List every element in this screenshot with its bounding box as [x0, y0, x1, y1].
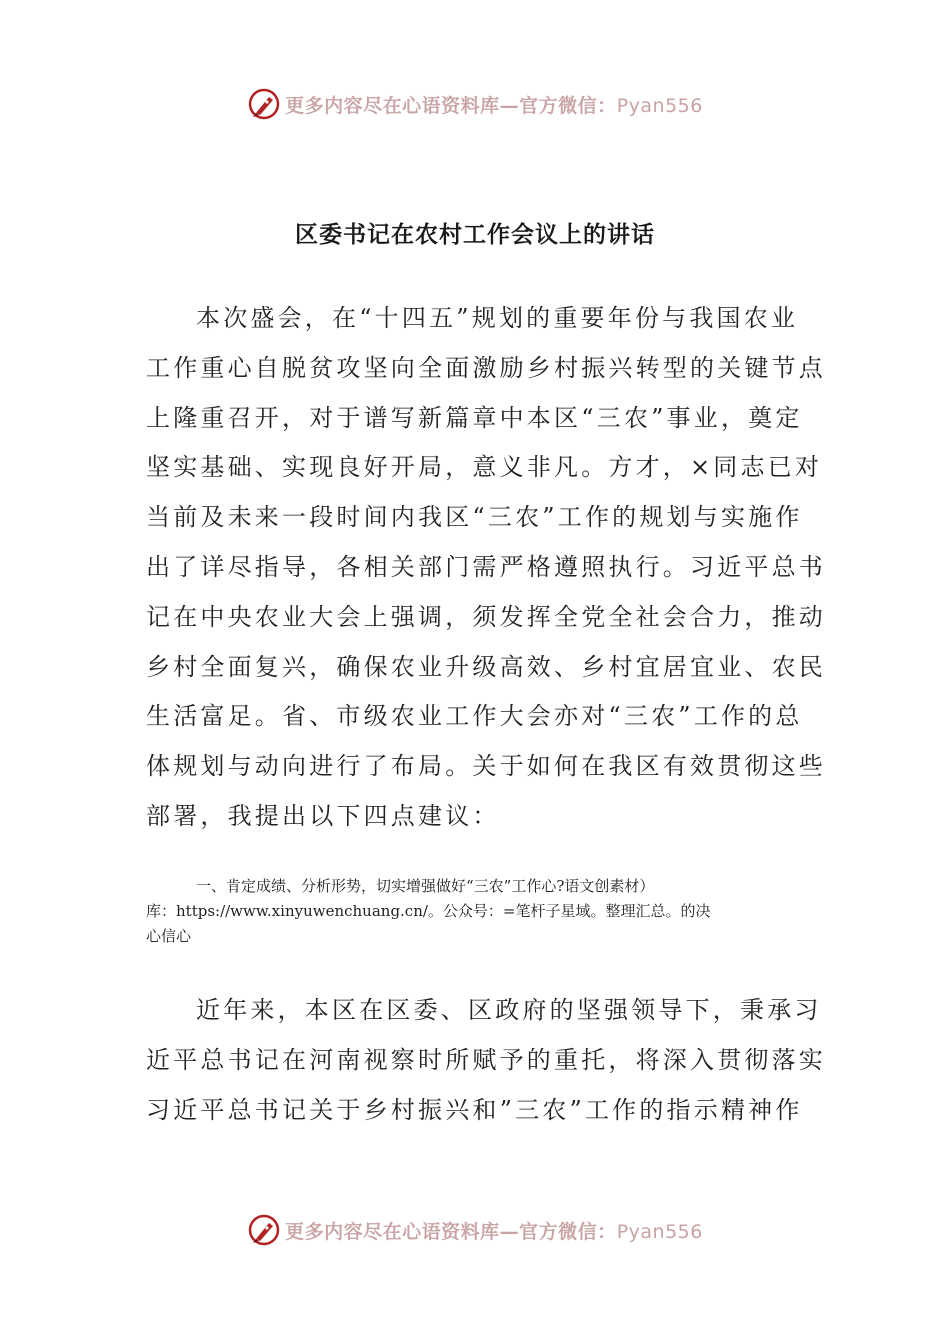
heading-line: 库：https://www.xinyuwenchuang.cn/。公众号：=笔杆子星域。整理汇总。的决	[146, 902, 711, 920]
paragraph-achievements	[146, 986, 826, 1135]
footer-banner-text	[285, 1217, 703, 1244]
pen-nib-logo-icon	[247, 1213, 281, 1247]
text-line: 本次盛会，在“十四五”规划的重要年份与我国农业	[196, 304, 799, 332]
heading-line: 心信心	[146, 927, 192, 945]
text-line: 上隆重召开，对于谱写新篇章中本区“三农”事业，奠定	[146, 403, 803, 432]
wechat-label: 官方微信：	[519, 94, 617, 117]
wechat-id: Pyan556	[616, 1220, 703, 1243]
text-line: 坚实基础、实现良好开局，意义非凡。方才，×同志已对	[146, 453, 823, 482]
text-line: 出了详尽指导，各相关部门需严格遵照执行。习近平总书	[146, 552, 826, 581]
heading-line: 一、肯定成绩、分析形势，切实增强做好“三农”工作心?语文创素材）	[196, 877, 655, 895]
brand-text: 更多内容尽在心语资料库	[285, 94, 500, 117]
text-line: 记在中央农业大会上强调，须发挥全党全社会合力，推动	[146, 602, 826, 631]
text-line: 生活富足。省、市级农业工作大会亦对“三农”工作的总	[146, 702, 803, 731]
brand-text: 更多内容尽在心语资料库	[285, 1220, 500, 1243]
header-banner-text	[285, 91, 703, 118]
section-heading	[146, 874, 806, 949]
page-title: 区委书记在农村工作会议上的讲话	[295, 221, 655, 248]
wechat-label: 官方微信：	[519, 1220, 617, 1243]
header-banner	[0, 82, 950, 126]
text-line: 乡村全面复兴，确保农业升级高效、乡村宜居宜业、农民	[146, 652, 826, 681]
text-line: 近年来，本区在区委、区政府的坚强领导下，秉承习	[196, 996, 822, 1024]
text-line: 习近平总书记关于乡村振兴和”三农”工作的指示精神作	[146, 1095, 803, 1124]
paragraph-intro	[146, 294, 826, 842]
wechat-id: Pyan556	[616, 94, 703, 117]
text-line: 近平总书记在河南视察时所赋予的重托，将深入贯彻落实	[146, 1045, 826, 1074]
pen-nib-logo-icon	[247, 87, 281, 121]
dash: —	[499, 94, 520, 117]
text-line: 当前及未来一段时间内我区“三农”工作的规划与实施作	[146, 503, 803, 532]
footer-banner	[0, 1208, 950, 1252]
text-line: 部署，我提出以下四点建议：	[146, 801, 500, 830]
dash: —	[499, 1220, 520, 1243]
text-line: 工作重心自脱贫攻坚向全面激励乡村振兴转型的关键节点	[146, 353, 826, 382]
text-line: 体规划与动向进行了布局。关于如何在我区有效贯彻这些	[146, 752, 826, 781]
